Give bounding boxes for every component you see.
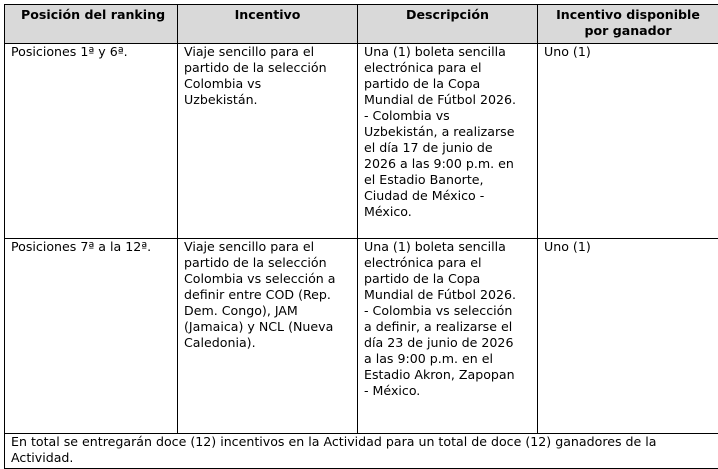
cell-position: Posiciones 7ª a la 12ª. (5, 239, 178, 434)
cell-description: Una (1) boleta sencilla electrónica para el partido de la Copa Mundial de Fútbol 2026. - Colombia vs selección a definir, a realizarse el día 23 de junio de 2026 a las 9:00 p.m. en el Estadio Akron, Zapopan - México. (358, 239, 538, 434)
table-header (5, 5, 718, 44)
header-incentive: Incentivo (178, 5, 358, 44)
table-footer-note: En total se entregarán doce (12) incentivos en la Actividad para un total de doce (12) ganadores de la Actividad. (5, 434, 718, 469)
table-row (5, 239, 718, 434)
table-body (5, 44, 718, 469)
incentives-table (4, 4, 718, 469)
cell-position: Posiciones 1ª y 6ª. (5, 44, 178, 239)
header-available: Incentivo disponible por ganador (538, 5, 718, 44)
table-row (5, 44, 718, 239)
footer-row (5, 434, 718, 469)
cell-description: Una (1) boleta sencilla electrónica para el partido de la Copa Mundial de Fútbol 2026. - Colombia vs Uzbekistán, a realizarse el día 17 de junio de 2026 a las 9:00 p.m. en el Estadio Banorte, Ciudad de México - México. (358, 44, 538, 239)
header-row (5, 5, 718, 44)
header-description: Descripción (358, 5, 538, 44)
header-position: Posición del ranking (5, 5, 178, 44)
cell-incentive: Viaje sencillo para el partido de la selección Colombia vs Uzbekistán. (178, 44, 358, 239)
cell-available: Uno (1) (538, 239, 718, 434)
cell-incentive: Viaje sencillo para el partido de la selección Colombia vs selección a definir entre COD (Rep. Dem. Congo), JAM (Jamaica) y NCL (Nueva Caledonia). (178, 239, 358, 434)
cell-available: Uno (1) (538, 44, 718, 239)
